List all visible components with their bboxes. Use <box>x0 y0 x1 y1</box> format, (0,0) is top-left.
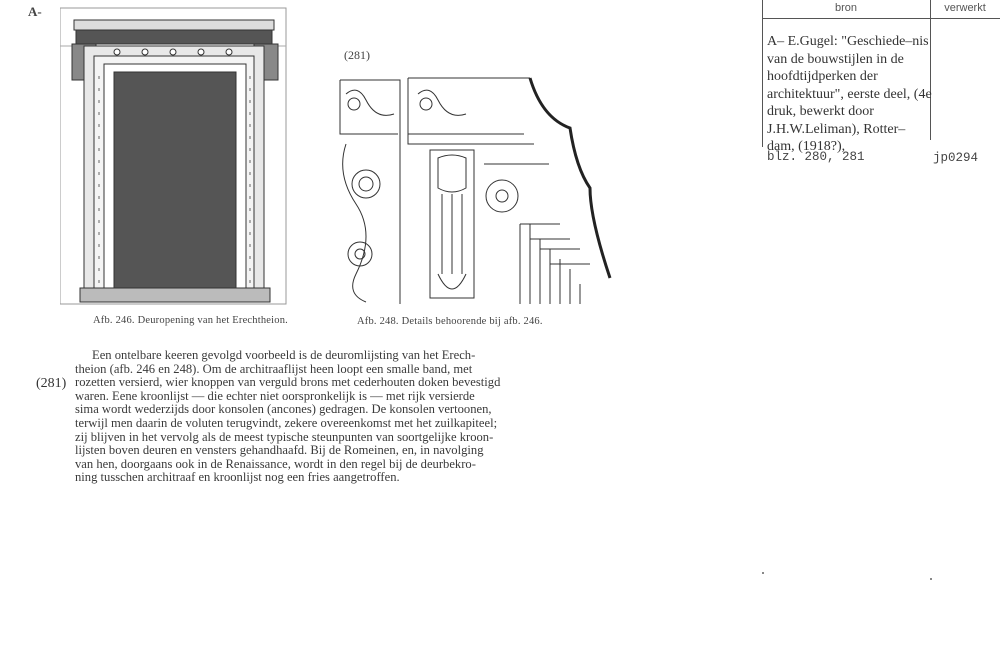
margin-page-reference: (281) <box>36 376 67 391</box>
body-line: waren. Eene kroonlijst — die echter niet oorspronkelijk is — met rijk versierde <box>75 388 475 403</box>
body-line: sima wordt wederzijds door konsolen (ancones) gedragen. De konsolen vertoonen, <box>75 402 492 417</box>
source-citation: A– E.Gugel: "Geschiede–nis van de bouwstijlen in de hoofdtijdperken der architektuur", eerste deel, (4e druk, bewerkt door J.H.W.Leliman), Rotter–dam, (1918?), <box>767 34 932 154</box>
body-line: rozetten versierd, wier knoppen van verguld brons met cederhouten doken bevestigd <box>75 375 501 390</box>
column-header-processed: verwerkt <box>930 0 1000 19</box>
body-paragraph <box>75 348 558 485</box>
figure-248-caption: Afb. 248. Details behoorende bij afb. 246. <box>357 316 543 327</box>
figure-246-caption: Afb. 246. Deuropening van het Erechtheion. <box>93 315 289 326</box>
column-header-source: bron <box>762 0 930 19</box>
body-line: theion (afb. 246 en 248). Om de architraaflijst heen loopt een smalle band, met <box>75 361 473 376</box>
body-line: ning tusschen architraaf en kroonlijst nog een fries aangetroffen. <box>75 470 400 485</box>
body-line: lijsten boven deuren en vensters gehandhaafd. Bij de Romeinen, en, in navolging <box>75 443 484 458</box>
scan-dot <box>762 572 764 574</box>
scan-dot <box>930 578 932 580</box>
page-marker: A- <box>28 4 42 19</box>
body-line: zij blijven in het vervolg als de meest typische steunpunten van soortgelijke kroon- <box>75 429 494 444</box>
figure-246-door-illustration <box>60 6 290 308</box>
table-divider-left <box>762 0 763 147</box>
document-code: jp0294 <box>933 151 979 165</box>
figure-248-details-illustration <box>334 74 614 308</box>
body-line: van hen, doorgaans ook in de Renaissance, wordt in den regel bij de deurbekro- <box>75 456 476 471</box>
body-line: terwijl men daarin de voluten terugvindt, zekere overeenkomst met het zuilkapiteel; <box>75 415 498 430</box>
source-pages: blz. 280, 281 <box>767 150 865 164</box>
body-line: Een ontelbare keeren gevolgd voorbeeld is de deuromlijsting van het Erech- <box>92 348 476 362</box>
figure-reference-label: (281) <box>344 48 370 62</box>
